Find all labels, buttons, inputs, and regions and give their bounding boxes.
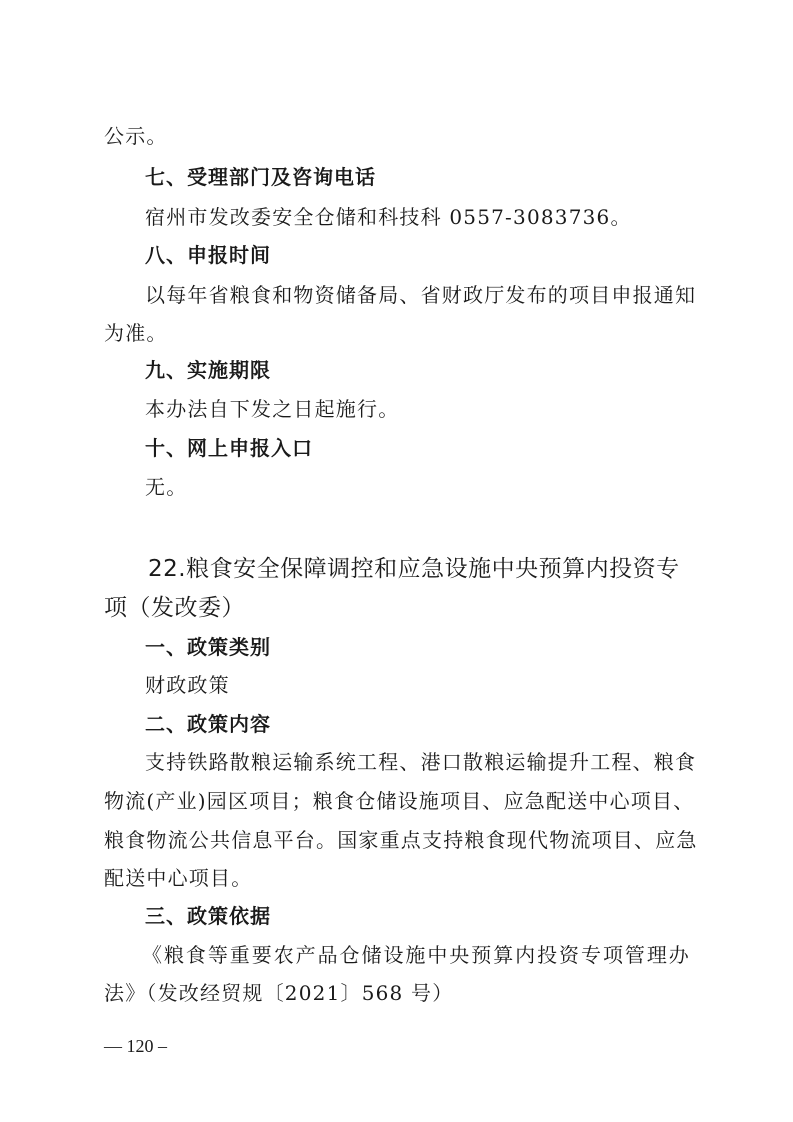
section-heading-10: 十、网上申报入口 xyxy=(145,436,313,460)
paragraph-line: 财政政策 xyxy=(145,673,230,697)
paragraph-line: 支持铁路散粮运输系统工程、港口散粮运输提升工程、粮食 xyxy=(145,750,697,774)
paragraph-line: 以每年省粮食和物资储备局、省财政厅发布的项目申报通知 xyxy=(145,283,697,307)
paragraph-line: 粮食物流公共信息平台。国家重点支持粮食现代物流项目、应急 xyxy=(104,828,698,852)
section-heading-7: 七、受理部门及咨询电话 xyxy=(145,165,376,189)
paragraph-line: 《粮食等重要农产品仓储设施中央预算内投资专项管理办 xyxy=(142,943,690,967)
paragraph-line: 为准。 xyxy=(104,321,168,345)
item-title-line-2: 项（发改委） xyxy=(104,595,245,621)
item-title-line-1: 22.粮食安全保障调控和应急设施中央预算内投资专 xyxy=(148,556,680,582)
subsection-heading-2: 二、政策内容 xyxy=(145,712,271,736)
paragraph-line: 配送中心项目。 xyxy=(104,866,253,890)
paragraph-line: 无。 xyxy=(145,475,188,499)
subsection-heading-3: 三、政策依据 xyxy=(145,904,271,928)
paragraph-line: 物流(产业)园区项目；粮食仓储设施项目、应急配送中心项目、 xyxy=(104,789,695,813)
contact-text: 宿州市发改委安全仓储和科技科 0557-3083736。 xyxy=(145,205,632,229)
subsection-heading-1: 一、政策类别 xyxy=(145,635,271,659)
page-number: — 120 – xyxy=(104,1036,167,1056)
paragraph-line: 本办法自下发之日起施行。 xyxy=(145,397,400,421)
paragraph-line: 法》（发改经贸规〔2021〕568 号） xyxy=(104,981,454,1005)
continuation-text: 公示。 xyxy=(104,124,168,148)
section-heading-8: 八、申报时间 xyxy=(145,243,271,267)
section-heading-9: 九、实施期限 xyxy=(145,358,271,382)
